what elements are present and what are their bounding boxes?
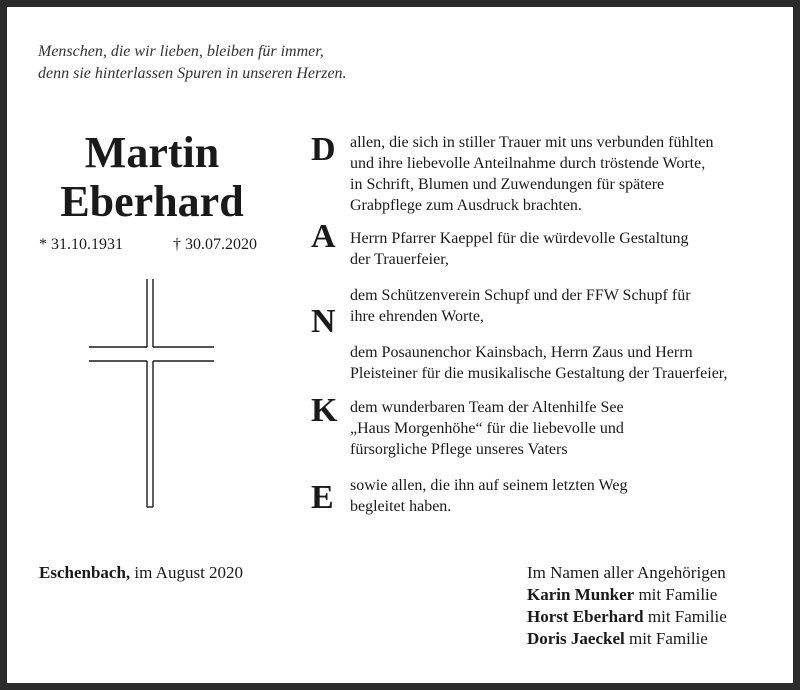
signer-name: Horst Eberhard bbox=[527, 607, 644, 626]
thanks-paragraph-3: dem Schützenverein Schupf und der FFW Schupf für ihre ehrenden Worte, bbox=[350, 287, 691, 325]
thanks-paragraph-6: sowie allen, die ihn auf seinem letzten Weg begleitet haben. bbox=[350, 477, 628, 515]
signer-row bbox=[527, 606, 727, 628]
signer-suffix: mit Familie bbox=[643, 607, 727, 626]
signer-name: Doris Jaeckel bbox=[527, 629, 625, 648]
signer-row bbox=[527, 628, 727, 650]
place: Eschenbach, bbox=[39, 563, 131, 582]
place-and-date bbox=[39, 562, 243, 584]
thanks-letter-n: N bbox=[311, 303, 336, 340]
motto bbox=[38, 41, 347, 85]
thanks-letter-e: E bbox=[311, 479, 334, 516]
motto-line-1: Menschen, die wir lieben, bleiben für immer, bbox=[38, 43, 324, 60]
signer-row bbox=[527, 584, 727, 606]
motto-line-2: denn sie hinterlassen Spuren in unseren Herzen. bbox=[38, 65, 347, 82]
obituary-card bbox=[7, 7, 793, 683]
birth-date: * 31.10.1931 bbox=[39, 236, 123, 253]
thanks-letter-d: D bbox=[311, 131, 336, 168]
thanks-letter-k: K bbox=[311, 392, 338, 429]
death-date: † 30.07.2020 bbox=[173, 236, 257, 253]
date: im August 2020 bbox=[130, 563, 244, 582]
signer-name: Karin Munker bbox=[527, 585, 635, 604]
thanks-paragraph-1: allen, die sich in stiller Trauer mit uns verbunden fühlten und ihre liebevolle Anteilnahme durch tröstende Worte, in Schrift, Blumen und Zuwendungen für spätere Grabpflege zum Ausdruck brachten. bbox=[350, 134, 714, 214]
signers bbox=[527, 562, 727, 650]
last-name: Eberhard bbox=[60, 177, 244, 226]
signer-suffix: mit Familie bbox=[624, 629, 708, 648]
cross-icon bbox=[87, 279, 217, 515]
signer-suffix: mit Familie bbox=[634, 585, 718, 604]
thanks-paragraph-5: dem wunderbaren Team der Altenhilfe See „Haus Morgenhöhe“ für die liebevolle und fürsorgliche Pflege unseres Vaters bbox=[350, 399, 624, 458]
thanks-paragraph-2: Herrn Pfarrer Kaeppel für die würdevolle Gestaltung der Trauerfeier, bbox=[350, 230, 689, 268]
thanks-paragraph-4: dem Posaunenchor Kainsbach, Herrn Zaus und Herrn Pleisteiner für die musikalische Gestaltung der Trauerfeier, bbox=[350, 344, 728, 382]
thanks-letter-a: A bbox=[311, 218, 336, 255]
signers-intro: Im Namen aller Angehörigen bbox=[527, 563, 726, 582]
first-name: Martin bbox=[84, 128, 220, 177]
